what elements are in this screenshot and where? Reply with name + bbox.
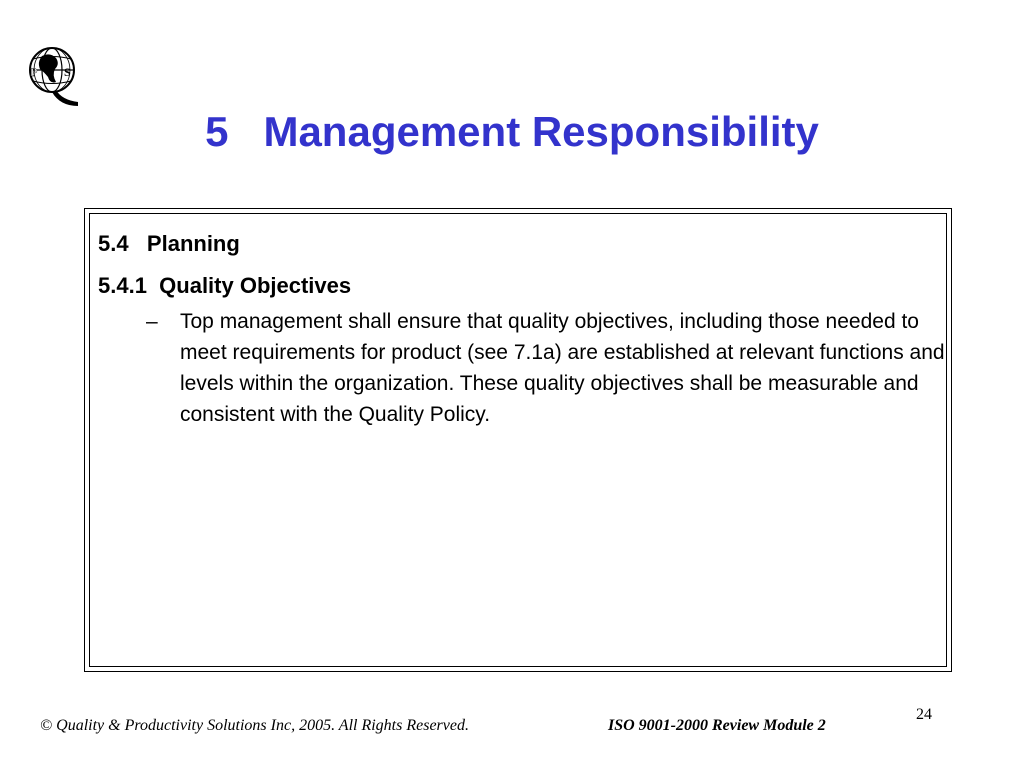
svg-text:S: S — [64, 65, 71, 79]
svg-text:P: P — [30, 65, 38, 79]
footer-module: ISO 9001-2000 Review Module 2 — [608, 717, 826, 734]
globe-q-logo-icon — [22, 42, 84, 108]
bullet-item — [98, 306, 950, 430]
slide-title: 5 Management Responsibility — [205, 108, 819, 155]
page-number: 24 — [916, 706, 932, 723]
bullet-dash: – — [146, 310, 158, 333]
section-heading: 5.4 Planning — [98, 231, 240, 256]
footer-copyright: © Quality & Productivity Solutions Inc, 2005. All Rights Reserved. — [40, 717, 469, 734]
subsection-heading: 5.4.1 Quality Objectives — [98, 273, 352, 298]
bullet-text: Top management shall ensure that quality objectives, including those needed to meet requirements for product (see 7.1a) are established at relevant functions and levels within the organization. These quality objectives shall be measurable and consistent with the Quality Policy. — [180, 310, 945, 426]
content-area — [98, 228, 948, 430]
